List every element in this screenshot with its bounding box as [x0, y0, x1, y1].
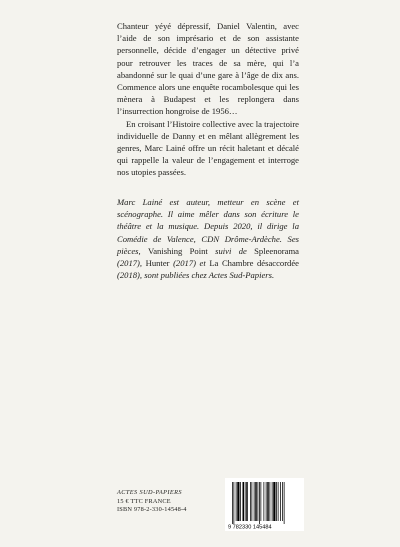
publisher-logo: ACTES SUD-PAPIERS: [117, 489, 182, 496]
barcode-bar: [273, 482, 275, 521]
barcode-bar: [236, 482, 237, 521]
bio-text-1: Marc Lainé est auteur, metteur en scène et scénographe. Il aime mêler dans son écriture le théâtre et la musique. Depuis 2020, il dirige la Comédie de Valence, CDN Drôme-Ardèche. Ses pièces,: [117, 197, 299, 256]
barcode-graphic: [225, 478, 304, 531]
barcode-bar: [246, 482, 248, 521]
barcode-bar: [264, 482, 265, 521]
barcode-bar: [270, 482, 271, 521]
back-cover-synopsis: [117, 20, 299, 179]
barcode-bar: [240, 482, 241, 521]
barcode-bar: [278, 482, 279, 521]
publisher-block: [117, 489, 187, 515]
bio-text-2: suivi de: [207, 245, 255, 256]
barcode-bar: [282, 482, 283, 521]
barcode-bar: [243, 482, 245, 521]
barcode-bar: [232, 482, 233, 524]
barcode-bar: [267, 482, 269, 521]
barcode-bar: [237, 482, 239, 521]
barcode-bar: [276, 482, 277, 521]
barcode-bar: [252, 482, 253, 521]
isbn-barcode: [225, 478, 304, 531]
barcode-bar: [284, 482, 285, 524]
bio-title-spleenorama: Spleenorama: [254, 245, 299, 256]
barcode-bar: [272, 482, 273, 521]
bio-text-4: (2017) et: [169, 258, 210, 269]
bio-title-vanishing-point: Vanishing Point: [147, 245, 208, 256]
barcode-bar: [255, 482, 257, 521]
barcode-bar: [261, 482, 262, 521]
bio-text-5: (2018), sont publiées chez Actes Sud-Papiers.: [117, 270, 275, 281]
barcode-bar: [266, 482, 267, 521]
isbn-label: ISBN 978-2-330-14548-4: [117, 506, 187, 514]
synopsis-paragraph-1: Chanteur yéyé dépressif, Daniel Valentin, avec l’aide de son imprésario et de son assistante personnelle, décide d’engager un détective privé pour retrouver les traces de sa mère, qui l’a abandonné sur le quai d’une gare à l’âge de dix ans. Commence alors une enquête rocambolesque qui les mènera à Budapest et les replongera dans l’insurrection hongroise de 1956…: [117, 21, 299, 117]
synopsis-paragraph-2: En croisant l’Histoire collective avec la trajectoire individuelle de Danny et en mêlant allègrement les genres, Marc Lainé offre un récit haletant et décalé qui rappelle la valeur de l’engagement et interroge nos utopies passées.: [117, 118, 299, 178]
barcode-bar: [250, 482, 251, 521]
barcode-bar: [254, 482, 255, 521]
bio-title-hunter: Hunter: [145, 258, 170, 269]
bio-title-la-chambre-desaccordee: La Chambre désaccordée: [209, 258, 299, 269]
price-label: 15 € TTC FRANCE: [117, 497, 171, 505]
barcode-digits: 9 782330 145484: [228, 524, 272, 531]
bio-text-3: (2017),: [117, 258, 146, 269]
barcode-bar: [245, 482, 246, 521]
author-bio: [117, 196, 299, 281]
barcode-bar: [280, 482, 281, 521]
barcode-bar: [234, 482, 235, 524]
barcode-bar: [259, 482, 260, 524]
barcode-bar: [258, 482, 259, 521]
